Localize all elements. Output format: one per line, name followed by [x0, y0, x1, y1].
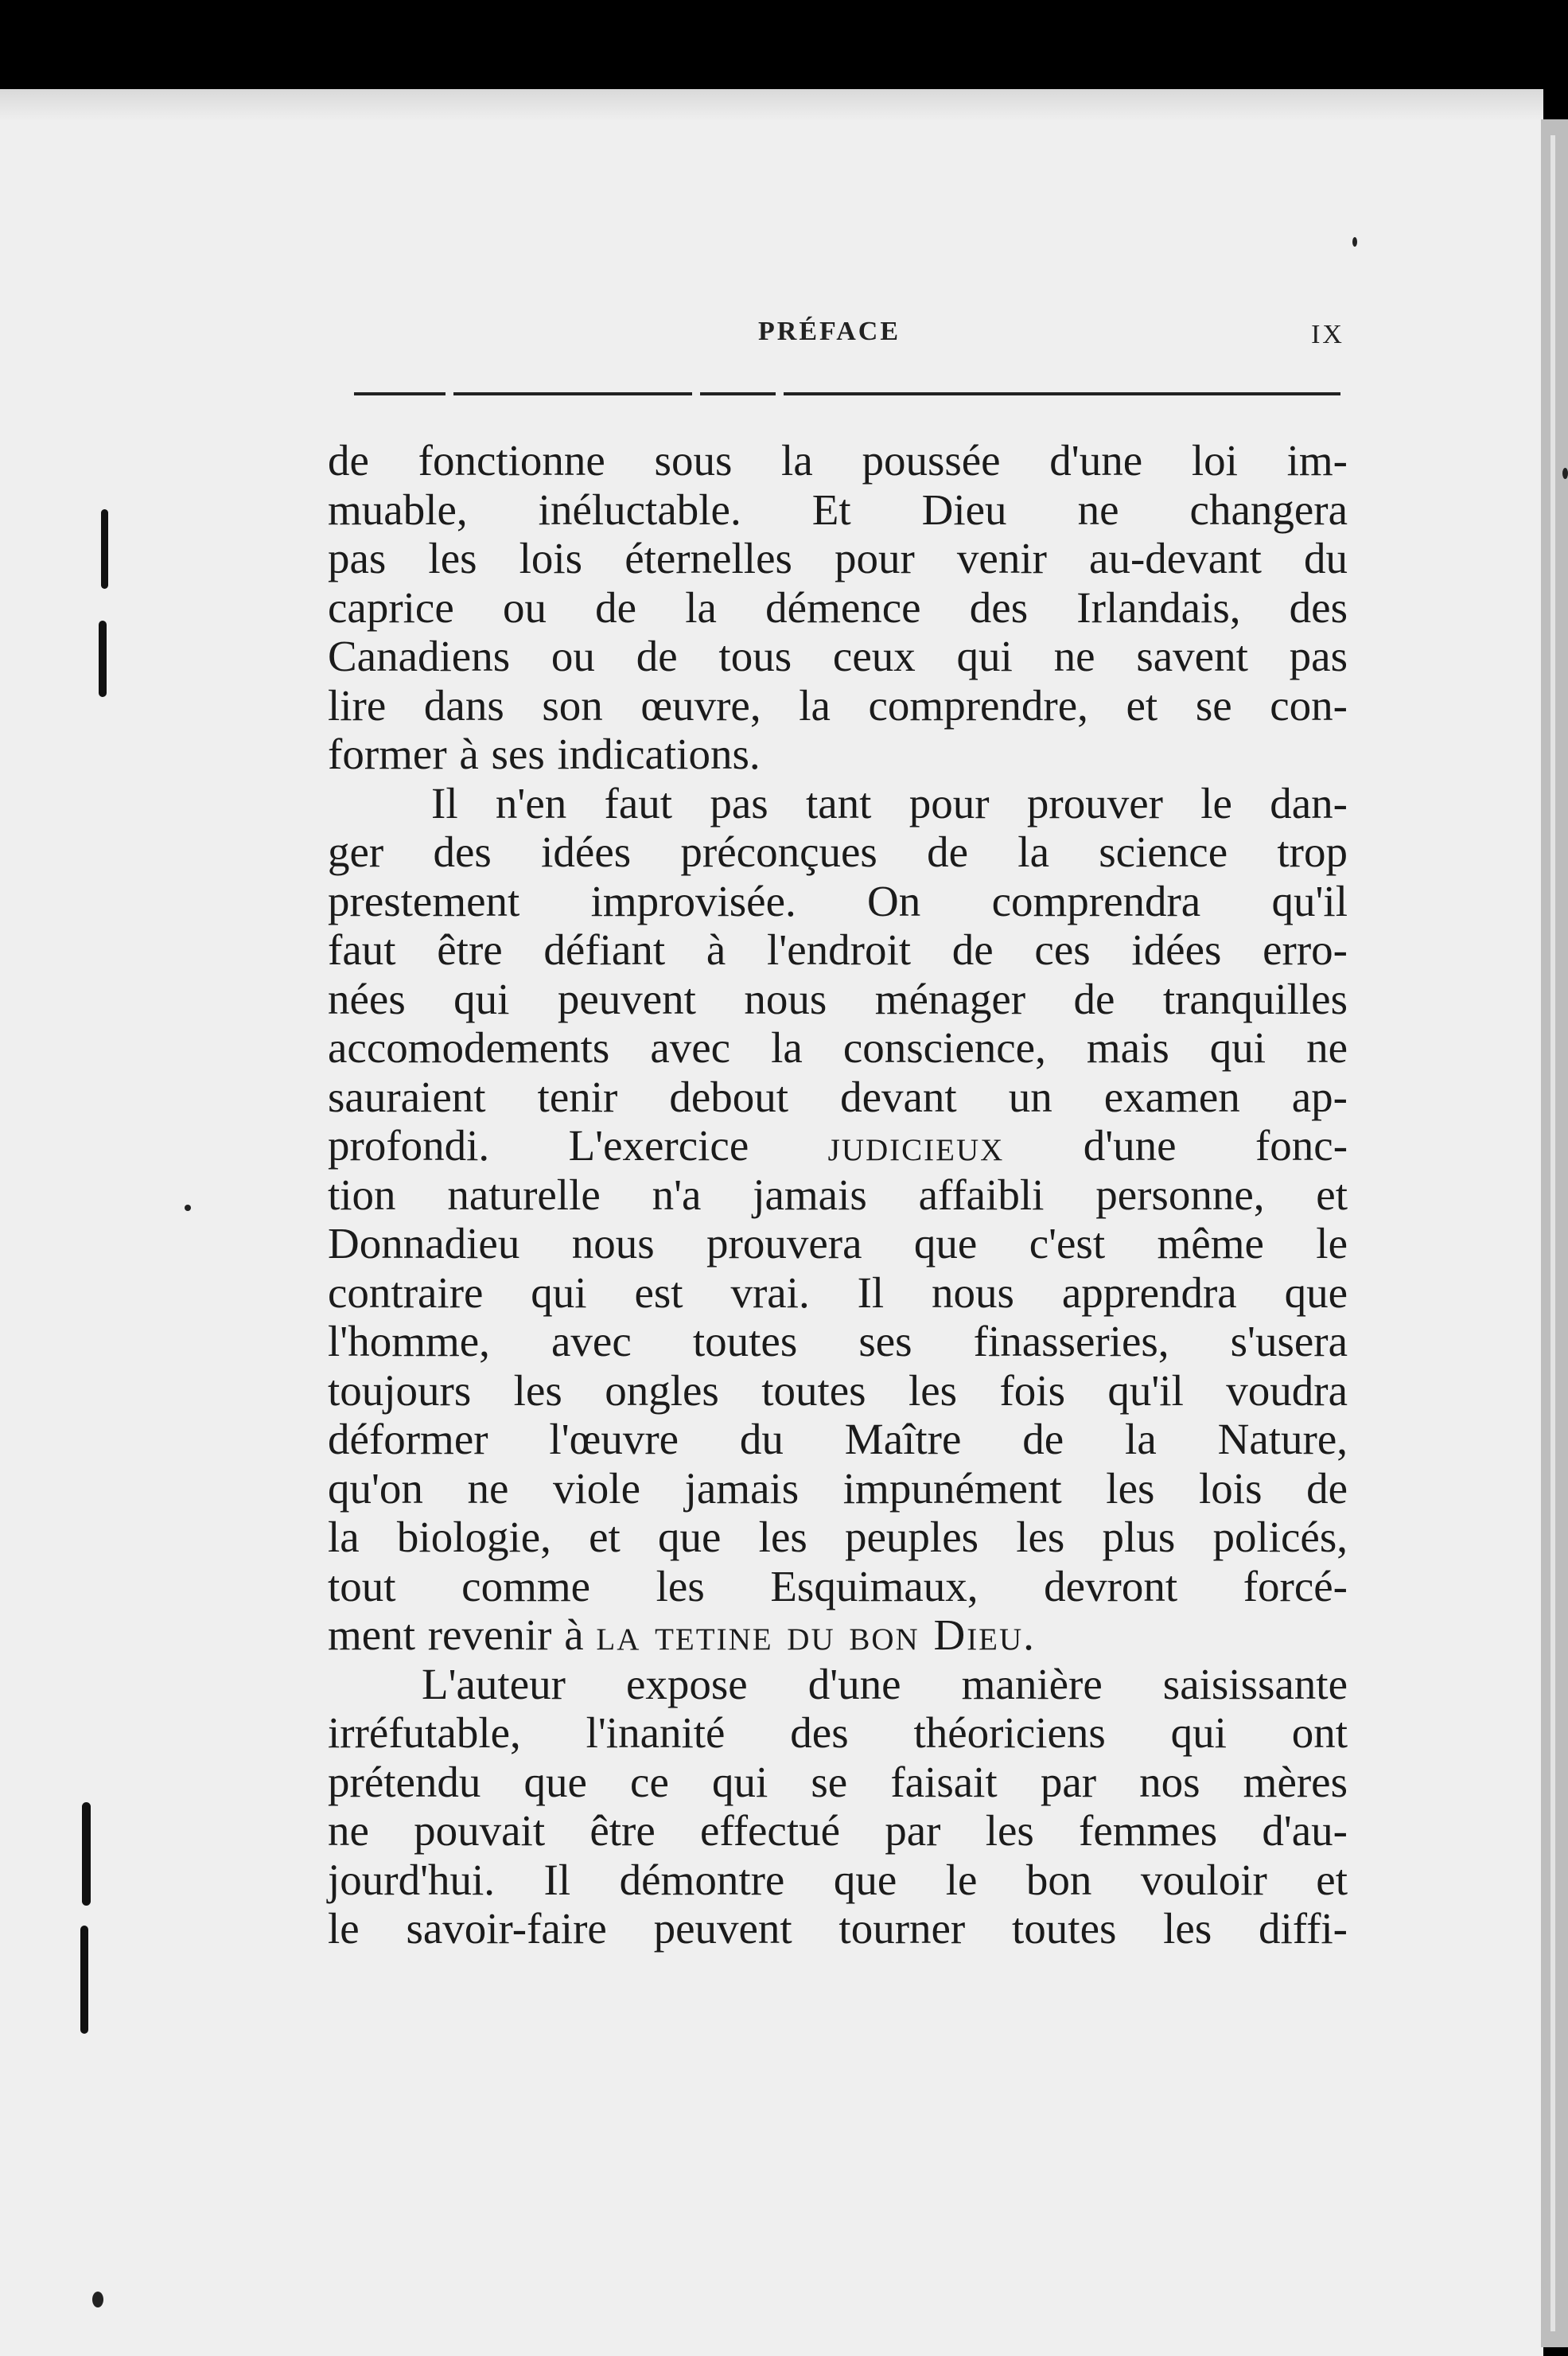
header-rule-gap	[692, 389, 700, 397]
text-segment: profondi. L'exercice	[328, 1121, 749, 1170]
header-rule-gap	[776, 389, 784, 397]
text-line: former à ses indications.	[328, 730, 761, 778]
header-rule-gap	[445, 389, 453, 397]
text-line: accomodements avec la conscience, mais qui ne	[328, 1023, 1348, 1072]
margin-mark	[80, 1926, 88, 2034]
text-line: pas les lois éternelles pour venir au-devant du	[328, 534, 1348, 582]
text-line: muable, inéluctable. Et Dieu ne changera	[328, 485, 1348, 534]
scan-speck	[1352, 237, 1357, 247]
text-line: nées qui peuvent nous ménager de tranquilles	[328, 974, 1348, 1023]
paragraph-start-line: Il n'en faut pas tant pour prouver le dan-	[431, 778, 1348, 828]
text-segment: ment revenir à	[328, 1610, 584, 1659]
margin-mark	[82, 1802, 91, 1906]
scan-speck	[185, 1205, 191, 1211]
page-edge-highlight	[1550, 135, 1555, 2331]
text-segment: d'une fonc-	[1083, 1121, 1348, 1170]
margin-mark	[101, 509, 108, 589]
text-line-with-emphasis	[328, 1121, 1348, 1170]
text-line: tout comme les Esquimaux, devront forcé-	[328, 1561, 1348, 1610]
text-line: ne pouvait être effectué par les femmes d'au-	[328, 1806, 1348, 1855]
page-header	[326, 317, 1344, 364]
text-line: le savoir-faire peuvent tourner toutes les diffi-	[328, 1904, 1348, 1953]
small-caps-emphasis: la tetine du bon Dieu.	[596, 1610, 1036, 1659]
scan-speck	[1562, 468, 1568, 479]
text-line: de fonctionne sous la poussée d'une loi im-	[328, 436, 1348, 485]
text-line: lire dans son œuvre, la comprendre, et se con-	[328, 680, 1348, 730]
running-head: PRÉFACE	[758, 317, 901, 346]
text-line: déformer l'œuvre du Maître de la Nature,	[328, 1415, 1348, 1463]
page-top-fold	[0, 89, 1543, 121]
text-line: ger des idées préconçues de la science trop	[328, 828, 1348, 876]
text-line: prestement improvisée. On comprendra qu'il	[328, 876, 1348, 925]
margin-mark	[99, 621, 107, 697]
text-line: prétendu que ce qui se faisait par nos mères	[328, 1757, 1348, 1806]
text-line: jourd'hui. Il démontre que le bon vouloir et	[328, 1855, 1348, 1904]
text-line: contraire qui est vrai. Il nous apprendra que	[328, 1268, 1348, 1317]
text-line: faut être défiant à l'endroit de ces idées erro-	[328, 925, 1348, 974]
paragraph-start-line: L'auteur expose d'une manière saisissante	[422, 1659, 1348, 1708]
text-line: tion naturelle n'a jamais affaibli personne, et	[328, 1170, 1348, 1219]
page-number: IX	[1311, 320, 1344, 349]
text-line: Donnadieu nous prouvera que c'est même le	[328, 1219, 1348, 1268]
scan-speck	[92, 2292, 103, 2307]
text-line: l'homme, avec toutes ses finasseries, s'usera	[328, 1317, 1348, 1365]
text-line-with-emphasis	[328, 1610, 1348, 1660]
text-line: qu'on ne viole jamais impunément les lois de	[328, 1463, 1348, 1513]
text-line: sauraient tenir debout devant un examen ap-	[328, 1072, 1348, 1121]
header-rule	[354, 392, 1340, 395]
text-line: toujours les ongles toutes les fois qu'il voudra	[328, 1365, 1348, 1415]
text-line: la biologie, et que les peuples les plus policés,	[328, 1513, 1348, 1561]
text-line: irréfutable, l'inanité des théoriciens qui ont	[328, 1708, 1348, 1757]
text-line: caprice ou de la démence des Irlandais, des	[328, 582, 1348, 632]
body-text	[328, 436, 1348, 1953]
text-line: Canadiens ou de tous ceux qui ne savent pas	[328, 632, 1348, 680]
small-caps-emphasis: judicieux	[827, 1121, 1005, 1170]
